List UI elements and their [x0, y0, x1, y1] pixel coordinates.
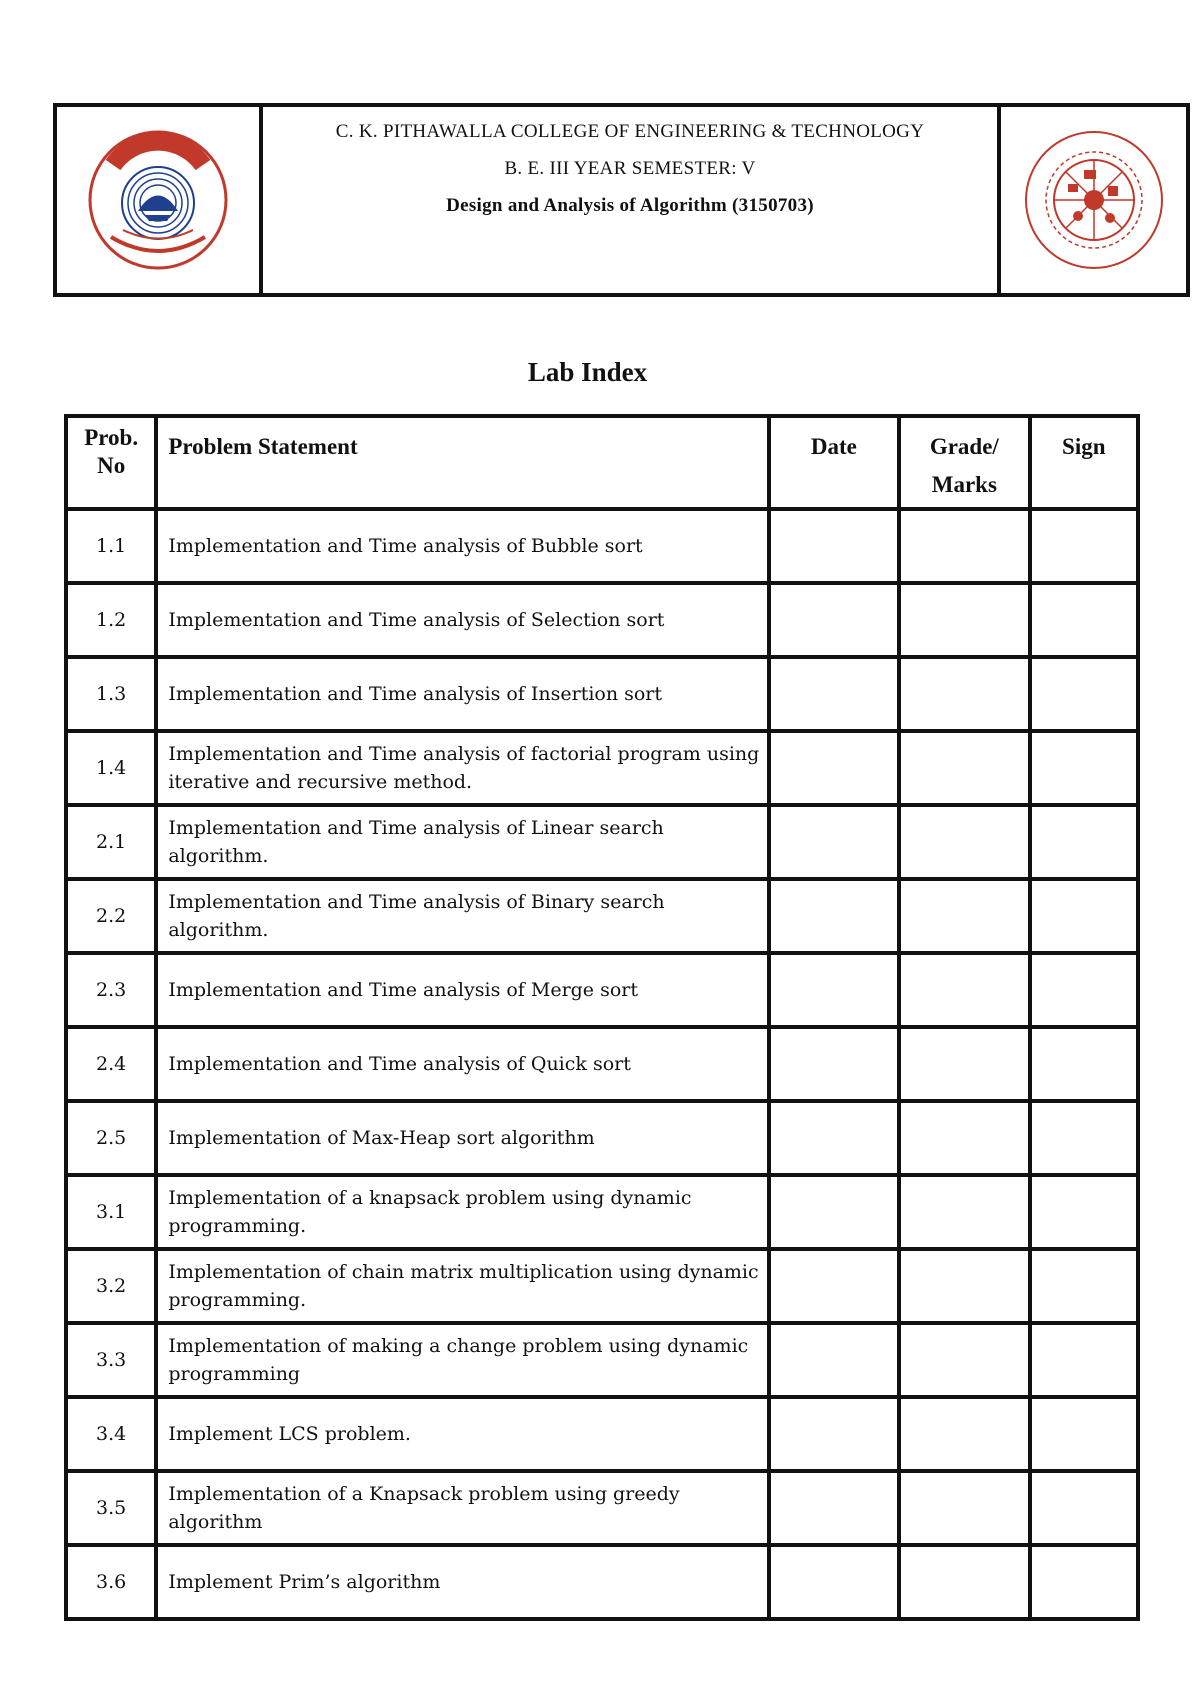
problem-statement-cell: Implementation and Time analysis of Quick sort	[156, 1027, 768, 1101]
prob-no-cell: 3.6	[66, 1545, 156, 1619]
problem-statement-cell: Implementation and Time analysis of factorial program using iterative and recursive method.	[156, 731, 768, 805]
sign-cell	[1030, 879, 1138, 953]
grade-cell	[899, 1471, 1029, 1545]
table-row	[66, 1545, 1138, 1619]
prob-no-cell: 1.2	[66, 583, 156, 657]
table-row	[66, 1323, 1138, 1397]
date-cell	[769, 805, 899, 879]
table-row	[66, 1175, 1138, 1249]
problem-statement-cell: Implementation and Time analysis of Selection sort	[156, 583, 768, 657]
header-title-block	[259, 107, 997, 293]
grade-cell	[899, 1397, 1029, 1471]
grade-cell	[899, 805, 1029, 879]
prob-no-cell: 1.1	[66, 509, 156, 583]
table-row	[66, 1397, 1138, 1471]
left-logo-cell	[57, 107, 259, 293]
prob-no-cell: 1.3	[66, 657, 156, 731]
date-cell	[769, 879, 899, 953]
sign-cell	[1030, 1249, 1138, 1323]
grade-cell	[899, 583, 1029, 657]
date-cell	[769, 1175, 899, 1249]
prob-no-cell: 3.3	[66, 1323, 156, 1397]
problem-statement-cell: Implement LCS problem.	[156, 1397, 768, 1471]
date-cell	[769, 1471, 899, 1545]
table-row	[66, 509, 1138, 583]
problem-statement-cell: Implementation and Time analysis of Insertion sort	[156, 657, 768, 731]
prob-no-cell: 3.4	[66, 1397, 156, 1471]
table-header-row	[66, 416, 1138, 509]
grade-cell	[899, 1249, 1029, 1323]
problem-statement-cell: Implementation of making a change problem using dynamic programming	[156, 1323, 768, 1397]
problem-statement-cell: Implementation of Max-Heap sort algorithm	[156, 1101, 768, 1175]
sign-cell	[1030, 805, 1138, 879]
sign-cell	[1030, 1397, 1138, 1471]
grade-cell	[899, 509, 1029, 583]
prob-no-cell: 2.2	[66, 879, 156, 953]
grade-cell	[899, 1545, 1029, 1619]
date-cell	[769, 1323, 899, 1397]
date-cell	[769, 583, 899, 657]
problem-statement-cell: Implementation and Time analysis of Bubble sort	[156, 509, 768, 583]
document-header	[53, 103, 1190, 297]
column-header-date: Date	[769, 416, 899, 509]
problem-statement-cell: Implementation and Time analysis of Binary search algorithm.	[156, 879, 768, 953]
lab-index-table	[64, 414, 1140, 1621]
sign-cell	[1030, 1175, 1138, 1249]
sign-cell	[1030, 1101, 1138, 1175]
sign-cell	[1030, 1545, 1138, 1619]
table-row	[66, 657, 1138, 731]
sign-cell	[1030, 657, 1138, 731]
table-row	[66, 731, 1138, 805]
year-semester: B. E. III YEAR SEMESTER: V	[504, 158, 756, 179]
column-header-prob-no: Prob. No	[66, 416, 156, 509]
subject-title: Design and Analysis of Algorithm (3150703)	[446, 195, 814, 216]
right-logo-cell	[997, 107, 1186, 293]
column-header-sign: Sign	[1030, 416, 1138, 509]
date-cell	[769, 1101, 899, 1175]
page-title: Lab Index	[527, 357, 648, 387]
sign-cell	[1030, 953, 1138, 1027]
date-cell	[769, 953, 899, 1027]
prob-no-cell: 2.4	[66, 1027, 156, 1101]
table-row	[66, 1027, 1138, 1101]
problem-statement-cell: Implementation of a knapsack problem using dynamic programming.	[156, 1175, 768, 1249]
sign-cell	[1030, 1323, 1138, 1397]
college-name: C. K. PITHAWALLA COLLEGE OF ENGINEERING & TECHNOLOGY	[335, 121, 925, 142]
column-header-grade-marks: Grade/ Marks	[899, 416, 1029, 509]
navyug-trust-logo-icon	[83, 125, 233, 275]
grade-cell	[899, 1027, 1029, 1101]
grade-cell	[899, 657, 1029, 731]
sign-cell	[1030, 583, 1138, 657]
grade-cell	[899, 879, 1029, 953]
sign-cell	[1030, 731, 1138, 805]
prob-no-cell: 2.3	[66, 953, 156, 1027]
table-row	[66, 1101, 1138, 1175]
prob-no-cell: 3.2	[66, 1249, 156, 1323]
problem-statement-cell: Implementation and Time analysis of Merge sort	[156, 953, 768, 1027]
grade-cell	[899, 1323, 1029, 1397]
date-cell	[769, 1397, 899, 1471]
table-row	[66, 583, 1138, 657]
table-row	[66, 805, 1138, 879]
problem-statement-cell: Implementation of chain matrix multiplication using dynamic programming.	[156, 1249, 768, 1323]
sign-cell	[1030, 509, 1138, 583]
date-cell	[769, 1545, 899, 1619]
date-cell	[769, 731, 899, 805]
ckpcet-college-logo-icon	[1020, 126, 1168, 274]
table-row	[66, 953, 1138, 1027]
problem-statement-cell: Implement Prim’s algorithm	[156, 1545, 768, 1619]
sign-cell	[1030, 1027, 1138, 1101]
table-row	[66, 879, 1138, 953]
problem-statement-cell: Implementation and Time analysis of Linear search algorithm.	[156, 805, 768, 879]
grade-cell	[899, 731, 1029, 805]
date-cell	[769, 1249, 899, 1323]
grade-cell	[899, 953, 1029, 1027]
column-header-problem-statement: Problem Statement	[156, 416, 768, 509]
prob-no-cell: 1.4	[66, 731, 156, 805]
date-cell	[769, 1027, 899, 1101]
table-row	[66, 1471, 1138, 1545]
prob-no-cell: 3.5	[66, 1471, 156, 1545]
prob-no-cell: 2.1	[66, 805, 156, 879]
grade-cell	[899, 1175, 1029, 1249]
grade-cell	[899, 1101, 1029, 1175]
problem-statement-cell: Implementation of a Knapsack problem using greedy algorithm	[156, 1471, 768, 1545]
sign-cell	[1030, 1471, 1138, 1545]
prob-no-cell: 2.5	[66, 1101, 156, 1175]
date-cell	[769, 657, 899, 731]
prob-no-cell: 3.1	[66, 1175, 156, 1249]
table-row	[66, 1249, 1138, 1323]
date-cell	[769, 509, 899, 583]
